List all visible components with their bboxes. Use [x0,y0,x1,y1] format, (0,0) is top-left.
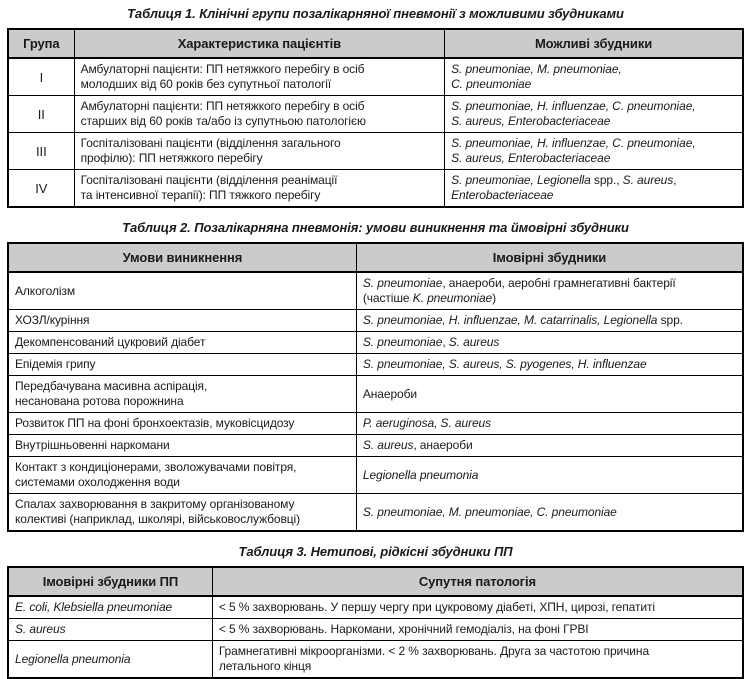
pathogen-name: S. pneumoniae, S. aureus, S. pyogenes, H. influenzae [362,357,647,371]
table-cell: Госпіталізовані пацієнти (відділення реанімації та інтенсивної терапії): ПП тяжкого перебігу [74,170,444,208]
table1-clinical-groups [7,28,744,208]
pathogen-name: S. aureus [362,438,414,452]
table-cell [356,413,743,435]
table-cell: S. pneumoniae, S. aureus [356,332,743,354]
pathogen-name: S. aureus [15,622,66,636]
table-row [8,354,743,376]
table-cell [8,641,212,679]
table3-header [8,567,743,596]
table-row [8,596,743,619]
table-cell: S. aureus, анаероби [356,435,743,457]
column-header: Супутня патологія [212,567,743,596]
table-row [8,96,743,133]
pathogen-name: S. pneumoniae [362,335,443,349]
table-row [8,170,743,208]
table-cell: II [8,96,74,133]
table-row [8,310,743,332]
pathogen-name: K. pneumoniae [412,291,493,305]
header-row [8,567,743,596]
pathogen-name: S. aureus [622,173,674,187]
table-cell: Алкоголізм [8,272,356,310]
column-header: Умови виникнення [8,243,356,272]
table3-caption: Таблиця 3. Нетипові, рідкісні збудники ПП [238,544,513,559]
table1-section [7,6,744,208]
table2-caption: Таблиця 2. Позалікарняна пневмонія: умови виникнення та ймовірні збудники [122,220,629,235]
table-cell: I [8,58,74,96]
pathogen-name: S. pneumoniae, M. pneumoniae, C. pneumoniae [362,504,617,519]
table-row [8,376,743,413]
table-cell [8,619,212,641]
column-header: Характеристика пацієнтів [74,29,444,58]
pathogen-name: S. pneumoniae [362,276,443,290]
header-row [8,243,743,272]
table-cell: Внутрішньовенні наркомани [8,435,356,457]
header-row [8,29,743,58]
table-cell: Амбулаторні пацієнти: ПП нетяжкого перебігу в осіб старших від 60 років та/або із супутньою патологією [74,96,444,133]
pathogen-name: S. pneumoniae, H. influenzae, M. catarrinalis, Legionella [362,313,658,327]
table-row [8,133,743,170]
table-cell: Госпіталізовані пацієнти (відділення загального профілю): ПП нетяжкого перебігу [74,133,444,170]
table1-header [8,29,743,58]
table-cell: S. pneumoniae, H. influenzae, M. catarrinalis, Legionella spp. [356,310,743,332]
pathogen-name: S. pneumoniae, M. pneumoniae, [451,62,622,76]
table-row [8,58,743,96]
table-row [8,619,743,641]
table-row [8,435,743,457]
table-cell [445,133,743,170]
table-cell: Розвиток ПП на фоні бронхоектазів, муковісцидозу [8,413,356,435]
pathogen-name: S. aureus, Enterobacteriaceae [451,114,611,128]
table-row [8,457,743,494]
pathogen-name: S. pneumoniae, H. influenzae, C. pneumoniae, [451,99,696,113]
table-cell: Анаероби [356,376,743,413]
table-cell [445,96,743,133]
table3-atypical-pathogens [7,566,744,679]
table-row [8,641,743,679]
table-cell: Спалах захворювання в закритому організованому колективі (наприклад, школярі, військовослужбовці) [8,494,356,532]
table1-caption: Таблиця 1. Клінічні групи позалікарняної пневмонії з можливими збудниками [127,6,624,21]
table-cell: S. pneumoniae, Legionella spp., S. aureus, Enterobacteriaceae [445,170,743,208]
pathogen-name: S. aureus [448,335,500,349]
table2-body [8,272,743,531]
pathogen-name: E. coli, Klebsiella pneumoniae [15,600,173,614]
table-cell: Амбулаторні пацієнти: ПП нетяжкого перебігу в осіб молодших від 60 років без супутньої патології [74,58,444,96]
column-header: Імовірні збудники [356,243,743,272]
column-header: Імовірні збудники ПП [8,567,212,596]
pathogen-name: P. aeruginosa, S. aureus [362,416,492,430]
table-row [8,332,743,354]
table-cell: Декомпенсований цукровий діабет [8,332,356,354]
pathogen-name: C. pneumoniae [451,77,532,91]
column-header: Група [8,29,74,58]
pathogen-name: S. pneumoniae, H. influenzae, C. pneumoniae, [451,136,696,150]
table-cell [356,354,743,376]
table-cell: < 5 % захворювань. Наркомани, хронічний гемодіаліз, на фоні ГРВІ [212,619,743,641]
table-cell [445,58,743,96]
table-cell: III [8,133,74,170]
table-cell: ХОЗЛ/куріння [8,310,356,332]
table-row [8,413,743,435]
table-cell: Передбачувана масивна аспірація, несанована ротова порожнина [8,376,356,413]
table3-section [7,544,744,679]
table-cell: Контакт з кондиціонерами, зволожувачами повітря, системами охолодження води [8,457,356,494]
pathogen-name: Legionella pneumonia [15,651,131,666]
table-cell: IV [8,170,74,208]
table-cell: Епідемія грипу [8,354,356,376]
pathogen-name: S. aureus, Enterobacteriaceae [451,151,611,165]
table2-header [8,243,743,272]
pathogen-name: S. pneumoniae, Legionella [451,173,591,187]
table-cell [8,596,212,619]
table-cell: < 5 % захворювань. У першу чергу при цукровому діабеті, ХПН, цирозі, гепатиті [212,596,743,619]
table3-body [8,596,743,678]
table-cell [356,457,743,494]
table-row [8,272,743,310]
column-header: Можливі збудники [445,29,743,58]
table-cell: S. pneumoniae, анаероби, аеробні грамнегативні бактерії (частіше K. pneumoniae) [356,272,743,310]
table-row [8,494,743,532]
table2-conditions-pathogens [7,242,744,532]
table2-section [7,220,744,532]
pathogen-name: Enterobacteriaceae [451,188,554,202]
table1-body [8,58,743,207]
table-cell [356,494,743,532]
pathogen-name: Legionella pneumonia [362,467,479,482]
table-cell: Грамнегативні мікроорганізми. < 2 % захворювань. Друга за частотою причина летального кінця [212,641,743,679]
